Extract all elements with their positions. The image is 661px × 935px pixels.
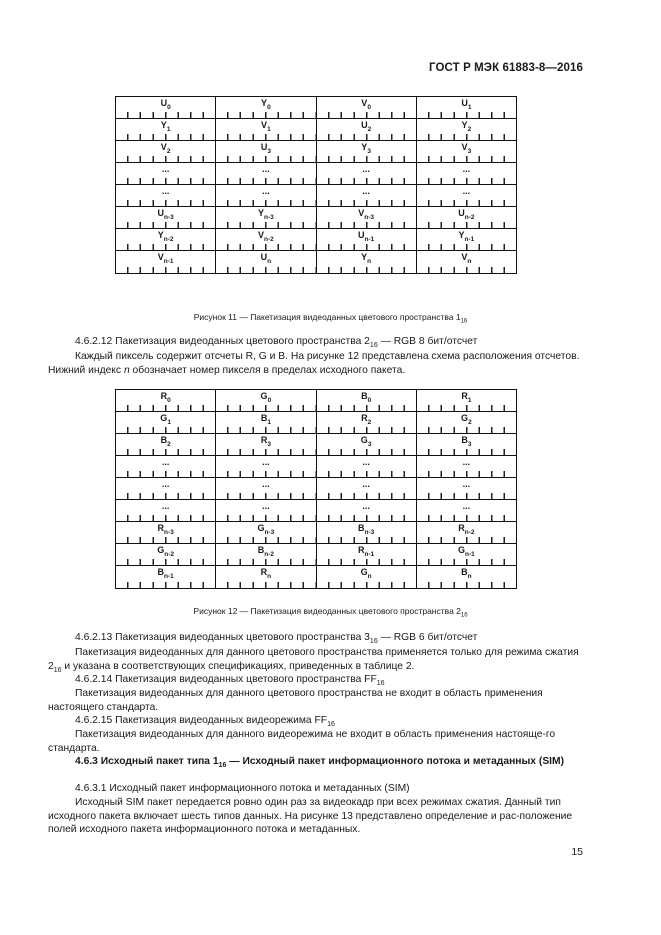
table-cell — [317, 163, 417, 184]
sample-label: $B_0$ — [361, 391, 372, 404]
sample-label: $Y_{n-1}$ — [458, 230, 475, 243]
sample-label: $Y_2$ — [461, 120, 472, 133]
figure-12-table — [115, 389, 517, 589]
table-cell — [216, 119, 316, 140]
table-row — [116, 97, 516, 119]
table-row — [116, 207, 516, 229]
table-cell — [116, 456, 216, 477]
table-cell — [317, 390, 417, 411]
body-4-6-2-15: Пакетизация видеоданных для данного видеорежима не входит в область применения настояще-го стандарта. — [48, 729, 556, 754]
table-cell — [116, 163, 216, 184]
sample-label: $R_{n-1}$ — [358, 545, 375, 558]
sample-label: $R_{n-3}$ — [157, 523, 174, 536]
table-cell — [116, 119, 216, 140]
table-row — [116, 141, 516, 163]
sample-label: $G_1$ — [160, 413, 171, 426]
table-cell — [317, 229, 417, 250]
table-cell — [216, 141, 316, 162]
table-cell — [116, 251, 216, 273]
table-cell — [216, 390, 316, 411]
table-cell — [116, 412, 216, 433]
sample-label: $V_{n-1}$ — [157, 252, 174, 265]
table-cell — [116, 185, 216, 206]
table-cell — [116, 566, 216, 588]
sample-label: $U_0$ — [160, 98, 171, 111]
table-cell — [417, 119, 516, 140]
table-cell — [216, 185, 316, 206]
sample-label: $R_2$ — [361, 413, 372, 426]
table-cell — [317, 119, 417, 140]
sample-label: $U_{n-1}$ — [358, 230, 375, 243]
table-cell — [417, 207, 516, 228]
table-cell — [116, 478, 216, 499]
table-cell — [417, 185, 516, 206]
table-cell — [116, 97, 216, 118]
table-row — [116, 229, 516, 251]
sample-label: $R_1$ — [461, 391, 472, 404]
table-cell — [317, 456, 417, 477]
body-4-6-2-12: Каждый пиксель содержит отсчеты R, G и B. На рисунке 12 представлена схема расположения отсчетов. Нижний индекс n обозначает номер пикселя в пределах исходного пакета. — [48, 351, 580, 376]
sample-label: $B_n$ — [461, 567, 472, 580]
table-cell — [417, 434, 516, 455]
sample-label: $Y_{n-2}$ — [157, 230, 174, 243]
sample-label: ... — [161, 457, 170, 467]
table-cell — [417, 251, 516, 273]
table-cell — [116, 544, 216, 565]
document-header: ГОСТ Р МЭК 61883-8—2016 — [429, 62, 583, 74]
figure-12-caption: Рисунок 12 — Пакетизация видеоданных цветового пространства $2_{16}$ — [193, 606, 468, 619]
sample-label: $G_3$ — [360, 435, 372, 448]
table-cell — [417, 456, 516, 477]
table-cell — [216, 229, 316, 250]
sample-label: ... — [262, 501, 270, 511]
table-cell — [216, 97, 316, 118]
sample-label: $B_3$ — [461, 435, 472, 448]
sample-label: ... — [161, 479, 170, 489]
heading-4-6-3: 4.6.3 Исходный пакет типа $1_{16}$ — Исходный пакет информационного потока и метаданных (SIM) — [75, 756, 565, 770]
sample-label: ... — [362, 164, 370, 174]
table-cell — [216, 544, 316, 565]
table-cell — [116, 141, 216, 162]
table-cell — [317, 522, 417, 543]
table-row — [116, 412, 516, 434]
table-row — [116, 522, 516, 544]
table-cell — [116, 522, 216, 543]
table-cell — [417, 229, 516, 250]
body-4-6-3-1: Исходный SIM пакет передается ровно один раз за видеокадр при всех режимах сжатия. Данный тип исходного пакета включает шесть типов данных. На рисунке 13 представлено определение и рас-положение полей исходного пакета информационного потока и метаданных. — [48, 797, 573, 835]
sample-label: $U_1$ — [461, 98, 472, 111]
table-cell — [317, 141, 417, 162]
sample-label: ... — [462, 501, 471, 511]
body-4-6-2-13: Пакетизация видеоданных для данного цветового пространства применяется только для режима сжатия $2_{16}$ и указана в соответствующих спецификациях, приведенных в таблице 2. — [48, 647, 579, 674]
sample-label: $R_0$ — [160, 391, 171, 404]
table-row — [116, 119, 516, 141]
sample-label: $U_{n-3}$ — [157, 208, 174, 221]
table-row — [116, 544, 516, 566]
sample-label: ... — [262, 479, 270, 489]
sample-label: $V_n$ — [461, 252, 472, 265]
sample-label: $V_1$ — [261, 120, 271, 133]
sample-label: $G_0$ — [260, 391, 272, 404]
table-row — [116, 163, 516, 185]
sample-label: $U_n$ — [260, 252, 272, 265]
sample-label: ... — [462, 186, 471, 196]
sample-label: ... — [262, 457, 270, 467]
table-row — [116, 456, 516, 478]
sample-label: $V_{n-3}$ — [358, 208, 374, 221]
table-cell — [216, 566, 316, 588]
table-cell — [216, 207, 316, 228]
sample-label: $U_2$ — [361, 120, 372, 133]
sample-label: $B_1$ — [260, 413, 271, 426]
table-cell — [216, 500, 316, 521]
sample-label: ... — [462, 479, 471, 489]
table-row — [116, 434, 516, 456]
sample-label: $G_{n-2}$ — [157, 545, 174, 558]
table-cell — [417, 163, 516, 184]
sample-label: ... — [362, 479, 370, 489]
table-cell — [216, 478, 316, 499]
sample-label: $V_0$ — [361, 98, 371, 111]
table-cell — [116, 500, 216, 521]
sample-label: ... — [262, 186, 270, 196]
sample-label: $B_{n-1}$ — [157, 567, 174, 580]
heading-4-6-3-1: 4.6.3.1 Исходный пакет информационного потока и метаданных (SIM) — [75, 783, 410, 794]
table-cell — [317, 500, 417, 521]
figure-11-caption: Рисунок 11 — Пакетизация видеоданных цветового пространства $1_{16}$ — [193, 312, 468, 325]
page-number: 15 — [571, 846, 583, 858]
sample-label: $B_2$ — [160, 435, 171, 448]
sample-label: $Y_n$ — [361, 252, 372, 265]
sample-label: $B_{n-3}$ — [358, 523, 375, 536]
table-row — [116, 185, 516, 207]
sample-label: $R_3$ — [260, 435, 271, 448]
table-cell — [216, 163, 316, 184]
sample-label: $R_n$ — [260, 567, 272, 580]
sample-label: ... — [362, 186, 370, 196]
table-cell — [317, 251, 417, 273]
sample-label: $Y_0$ — [261, 98, 271, 111]
table-cell — [417, 412, 516, 433]
sample-label: $G_{n-3}$ — [257, 523, 275, 536]
sample-label: $Y_{n-3}$ — [257, 208, 274, 221]
table-row — [116, 500, 516, 522]
sample-label: ... — [161, 501, 170, 511]
sample-label: $B_{n-2}$ — [257, 545, 274, 558]
table-cell — [417, 522, 516, 543]
table-cell — [116, 434, 216, 455]
table-cell — [116, 229, 216, 250]
table-cell — [417, 478, 516, 499]
table-cell — [116, 390, 216, 411]
sample-label: $V_{n-2}$ — [257, 230, 274, 243]
table-cell — [216, 251, 316, 273]
sample-label: ... — [262, 164, 270, 174]
table-row — [116, 390, 516, 412]
table-cell — [317, 207, 417, 228]
table-cell — [317, 566, 417, 588]
table-cell — [216, 434, 316, 455]
sample-label: $U_{n-2}$ — [458, 208, 475, 221]
table-cell — [216, 522, 316, 543]
table-row — [116, 251, 516, 273]
sample-label: ... — [161, 164, 170, 174]
heading-4-6-2-14: 4.6.2.14 Пакетизация видеоданных цветового пространства $FF_{16}$ — [75, 674, 385, 688]
sample-label: $V_3$ — [461, 142, 472, 155]
sample-label: $G_2$ — [461, 413, 472, 426]
heading-4-6-2-12: 4.6.2.12 Пакетизация видеоданных цветового пространства $2_{16}$ — RGB 8 бит/отсчет — [75, 336, 478, 350]
sample-label: ... — [161, 186, 170, 196]
table-cell — [317, 97, 417, 118]
sample-label: $V_2$ — [160, 142, 171, 155]
figure-11-table — [115, 96, 517, 274]
sample-label: $R_{n-2}$ — [458, 523, 475, 536]
table-cell — [216, 456, 316, 477]
sample-label: ... — [362, 457, 370, 467]
sample-label: $Y_1$ — [160, 120, 171, 133]
sample-label: ... — [462, 457, 471, 467]
table-cell — [417, 97, 516, 118]
table-cell — [417, 390, 516, 411]
table-row — [116, 566, 516, 588]
table-cell — [417, 544, 516, 565]
table-cell — [116, 207, 216, 228]
table-cell — [317, 434, 417, 455]
table-cell — [317, 478, 417, 499]
sample-label: ... — [362, 501, 370, 511]
sample-label: $Y_3$ — [361, 142, 371, 155]
table-cell — [317, 544, 417, 565]
table-cell — [417, 141, 516, 162]
sample-label: $G_{n-1}$ — [457, 545, 475, 558]
sample-label: ... — [462, 164, 471, 174]
table-cell — [317, 412, 417, 433]
table-cell — [216, 412, 316, 433]
table-cell — [317, 185, 417, 206]
table-cell — [417, 500, 516, 521]
heading-4-6-2-13: 4.6.2.13 Пакетизация видеоданных цветового пространства $3_{16}$ — RGB 6 бит/отсчет — [75, 632, 478, 646]
table-row — [116, 478, 516, 500]
body-4-6-2-14: Пакетизация видеоданных для данного цветового пространства не входит в область применения настоящего стандарта. — [48, 688, 543, 713]
sample-label: $G_n$ — [360, 567, 372, 580]
heading-4-6-2-15: 4.6.2.15 Пакетизация видеоданных видеорежима $FF_{16}$ — [75, 715, 335, 729]
sample-label: $U_3$ — [260, 142, 271, 155]
table-cell — [417, 566, 516, 588]
